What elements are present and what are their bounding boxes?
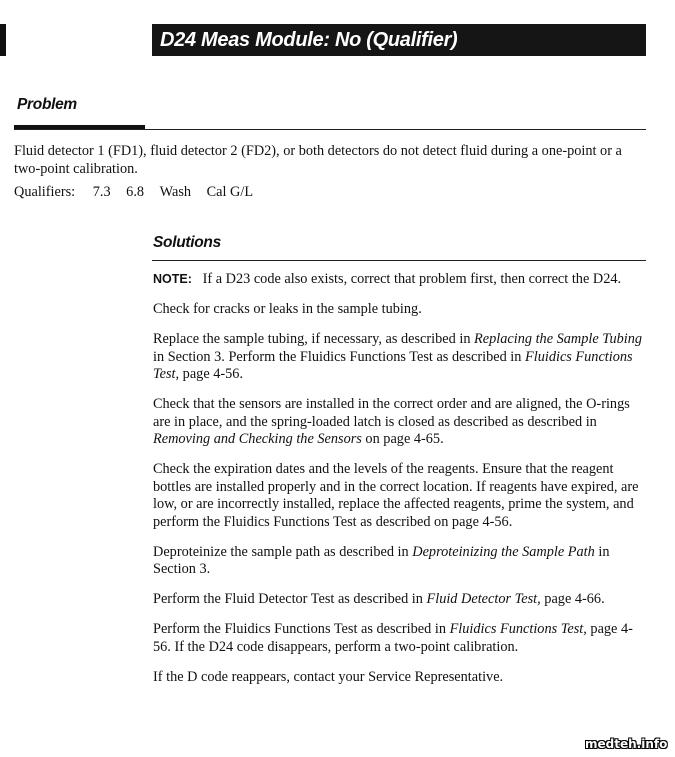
text-segment: Perform the Fluid Detector Test as described in [153,591,427,607]
qualifier: Wash [159,184,192,200]
text-segment: page 4-56. If the D24 code disappears, perform a two-point calibration. [153,621,633,655]
solutions-body [153,271,648,699]
solution-step [153,591,648,609]
text-segment: in Section 3. Perform the Fluidics Functions Test as described in [153,348,525,365]
qualifier: 6.8 [126,184,145,200]
problem-text: Fluid detector 1 (FD1), fluid detector 2 (FD2), or both detectors do not detect fluid during a one-point or a two-point calibration. [14,143,622,177]
text-segment: page 4-66. [540,591,605,607]
text-segment: Check for cracks or leaks in the sample tubing. [153,301,422,317]
text-segment: Deproteinize the sample path as described in [153,543,413,560]
text-segment: on page 4-65. [361,431,444,447]
cross-reference: Fluidics Functions Test, [153,348,633,382]
solution-step [153,621,648,656]
solution-step [153,461,648,531]
cross-reference: Removing and Checking the Sensors [153,431,362,447]
text-segment: Check the expiration dates and the levels of the reagents. Ensure that the reagent bottles are installed properly and in the correct location. If reagents have expired, are low, or are incorrectly installed, replace the affected reagents, prime the system, and perform the Fluidics Functions Test as described on page 4-56. [153,461,639,530]
qualifiers-line [14,184,253,202]
cross-reference: Replacing the Sample Tubing [474,331,643,347]
watermark: medteh.info [585,737,668,751]
text-segment: If the D code reappears, contact your Service Representative. [153,668,504,685]
text-segment: page 4-56. [179,366,244,382]
note-label: NOTE: [153,272,192,286]
text-segment: Perform the Fluidics Functions Test as described in [153,621,450,637]
note [153,271,648,289]
solution-step [153,669,648,687]
text-segment: in Section 3. [153,543,610,577]
solution-step [153,331,648,384]
text-segment: Replace the sample tubing, if necessary, as described in [153,331,475,347]
qualifiers-label: Qualifiers: [14,184,76,200]
text-segment: Check that the sensors are installed in the correct order and are aligned, the O-rings are in place, and the spring-loaded latch is closed as described as described in [153,396,630,430]
solutions-heading: Solutions [153,234,221,251]
solution-step [153,544,648,579]
solution-step [153,301,648,319]
heading-rule [152,260,646,261]
cross-reference: Fluidics Functions Test, [449,621,587,637]
page-title: D24 Meas Module: No (Qualifier) [152,24,646,56]
problem-heading: Problem [17,96,77,113]
cross-reference: Deproteinizing the Sample Path [412,543,595,560]
section-tab-marker [0,24,6,56]
note-text: If a D23 code also exists, correct that problem first, then correct the D24. [202,271,622,287]
qualifier: Cal G/L [206,184,254,200]
cross-reference: Fluid Detector Test, [426,591,541,607]
heading-rule [14,129,646,130]
solution-step [153,396,648,449]
qualifier: 7.3 [92,184,111,200]
